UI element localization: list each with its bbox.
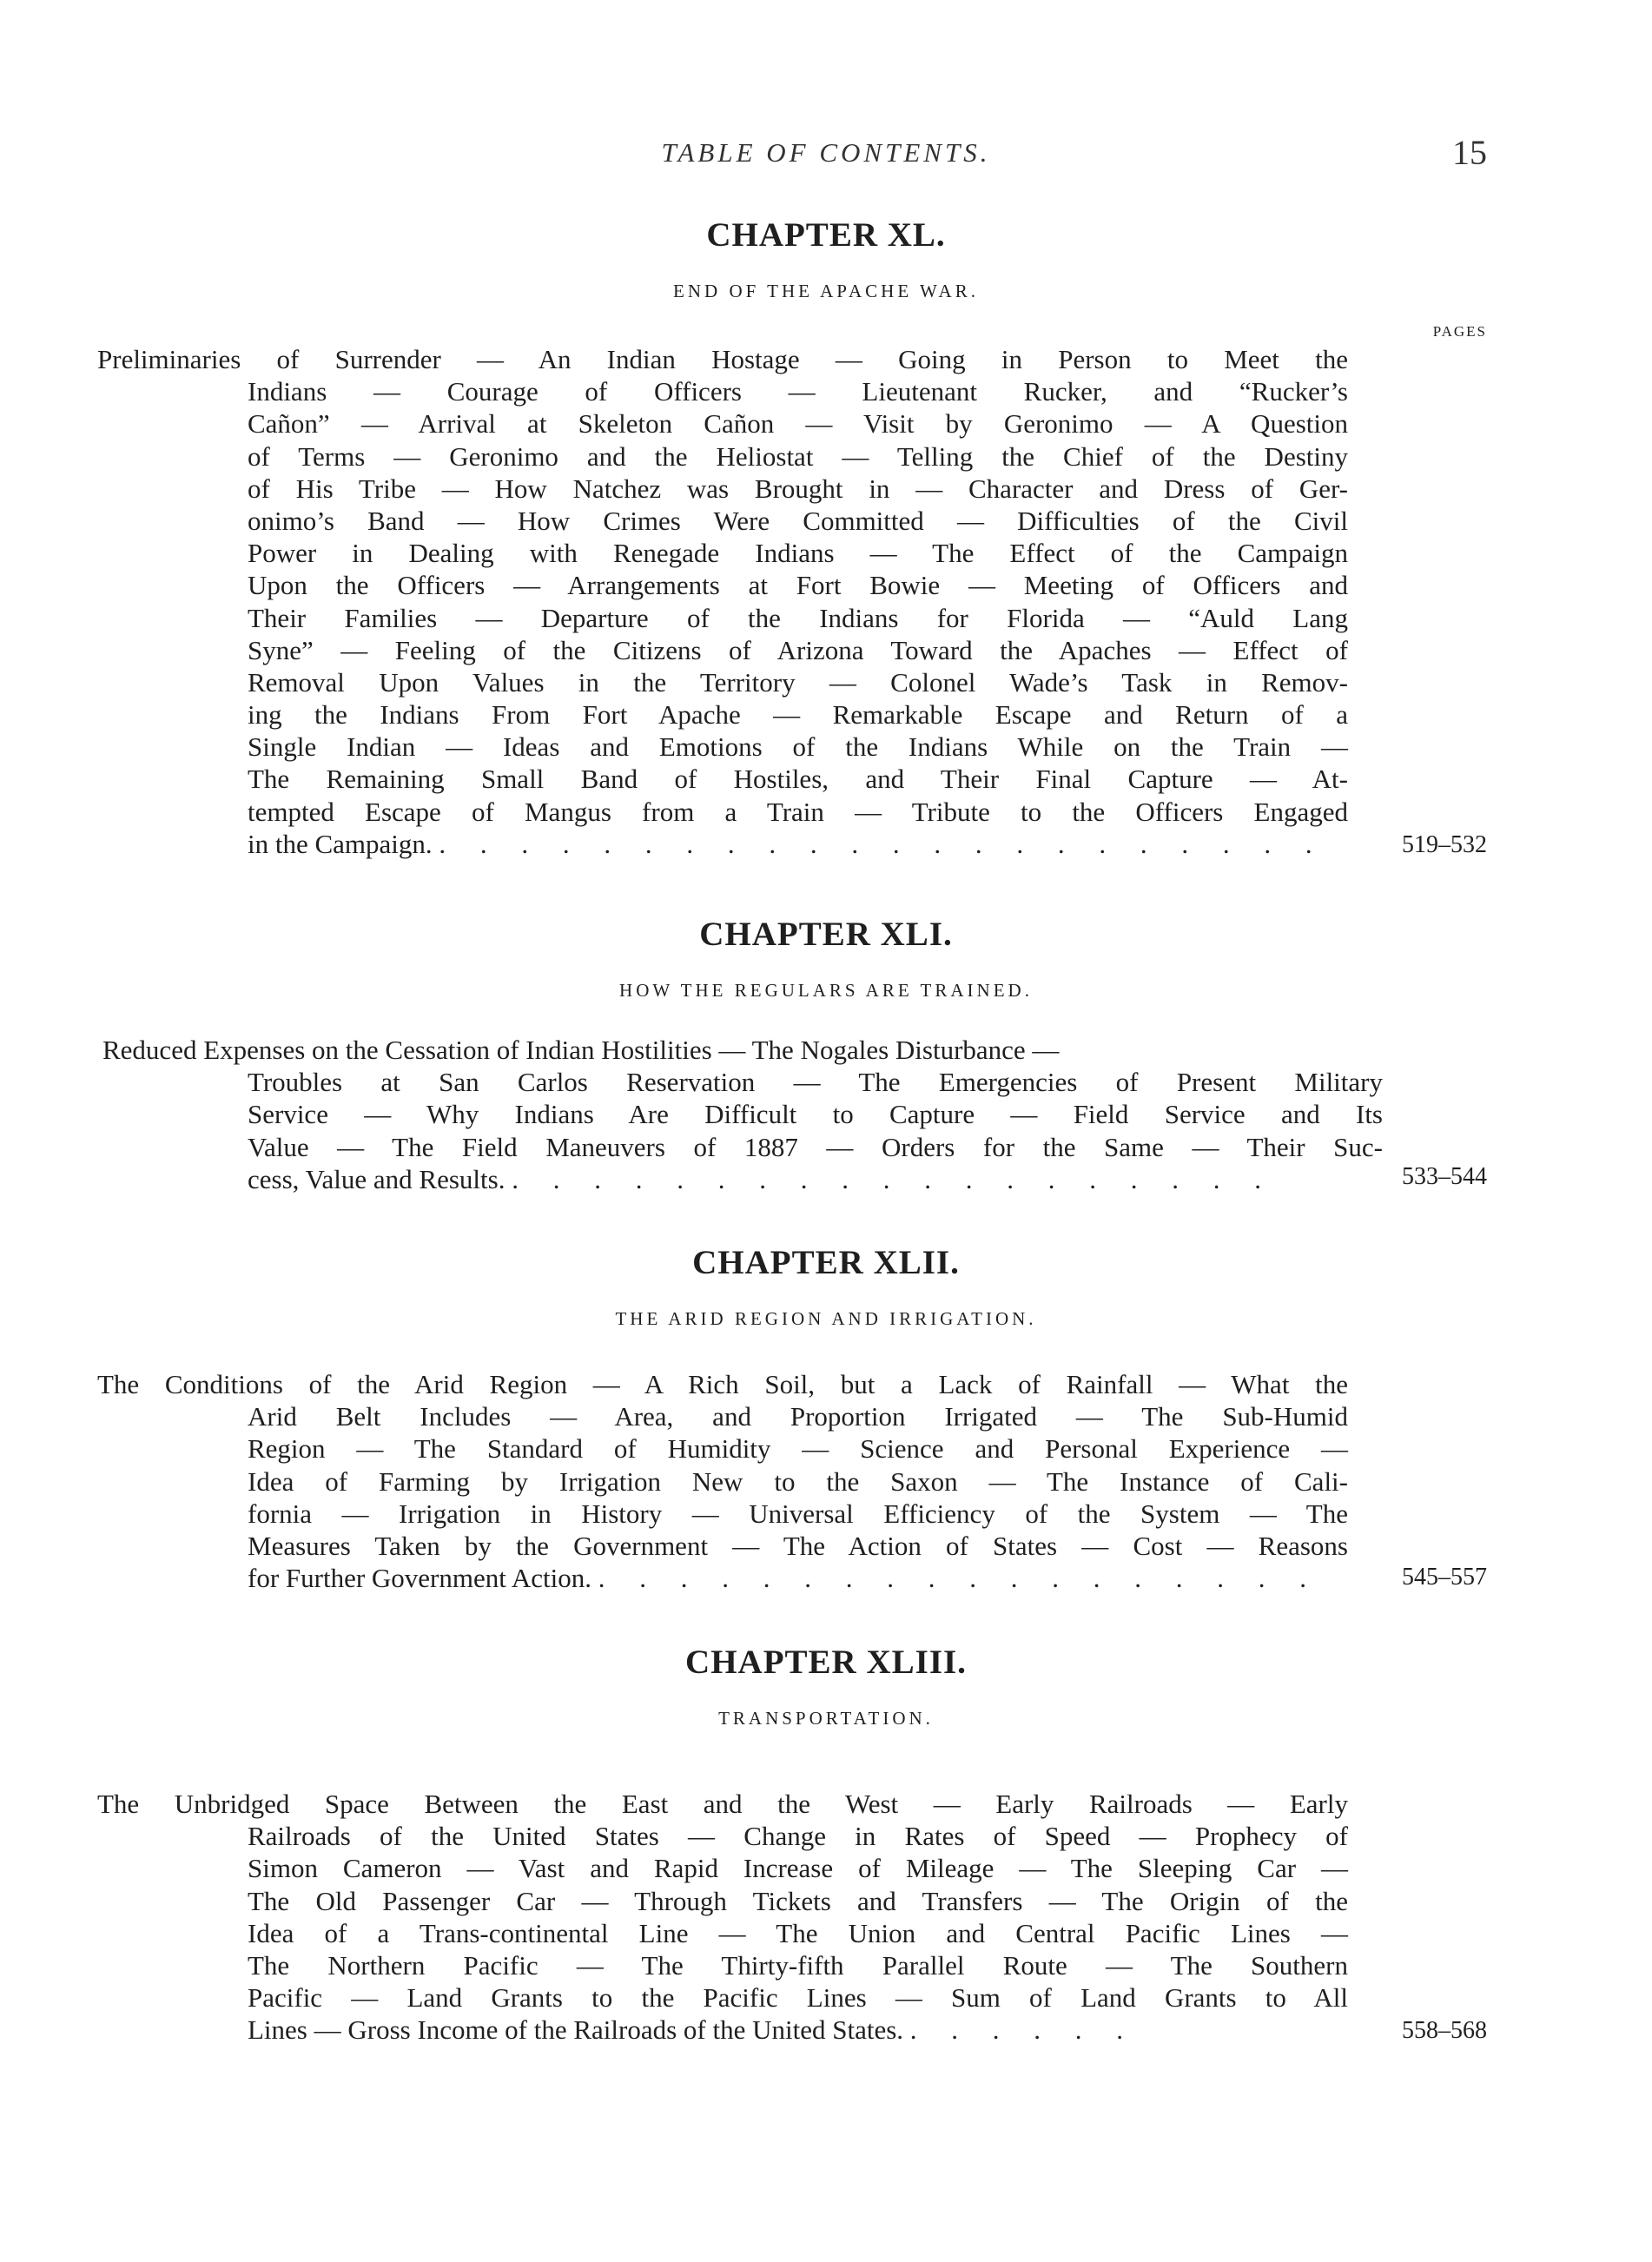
dot-leader: . . . . . . . . . . . . . . . . . . . . . .: [439, 828, 1326, 859]
summary-line: Simon Cameron — Vast and Rapid Increase of Mileage — The Sleeping Car —: [248, 1853, 1348, 1884]
summary-line: Power in Dealing with Renegade Indians — The Effect of the Campaign: [248, 538, 1348, 569]
page-range: 533–544: [1402, 1163, 1487, 1190]
summary-line: The Remaining Small Band of Hostiles, and Their Final Capture — At-: [248, 764, 1348, 795]
summary-line: The Northern Pacific — The Thirty-fifth Parallel Route — The Southern: [248, 1949, 1348, 1981]
chapter-xlii: [0, 1240, 1652, 1334]
summary-line: Removal Upon Values in the Territory — Colonel Wade’s Task in Remov-: [248, 666, 1348, 698]
summary-line-last: [248, 1163, 1383, 1195]
pages-column-label: PAGES: [1432, 323, 1487, 340]
chapter-subtitle: HOW THE REGULARS ARE TRAINED.: [619, 980, 1033, 1001]
summary-line: Value — The Field Maneuvers of 1887 — Orders for the Same — Their Suc-: [248, 1131, 1383, 1162]
summary-line: Indians — Courage of Officers — Lieutenant Rucker, and “Rucker’s: [248, 376, 1348, 407]
summary-line: of His Tribe — How Natchez was Brought in — Character and Dress of Ger-: [248, 473, 1348, 504]
summary-line-text: for Further Government Action.: [248, 1563, 592, 1594]
page-range: 558–568: [1402, 2017, 1487, 2044]
chapter-summary: [97, 1368, 1348, 1594]
chapter-summary: [97, 343, 1348, 860]
chapter-summary: [97, 1788, 1348, 2047]
summary-line: ing the Indians From Fort Apache — Remarkable Escape and Return of a: [248, 699, 1348, 731]
summary-line: Reduced Expenses on the Cessation of Indian Hostilities — The Nogales Disturbance —: [102, 1035, 1060, 1065]
summary-line: onimo’s Band — How Crimes Were Committed — Difficulties of the Civil: [248, 505, 1348, 536]
dot-leader: . . . . . . . . . . . . . . . . . .: [598, 1563, 1321, 1594]
summary-line: fornia — Irrigation in History — Universal Efficiency of the System — The: [248, 1498, 1348, 1529]
summary-line-last: [248, 2014, 1348, 2046]
summary-line: Troubles at San Carlos Reservation — The Emergencies of Present Military: [248, 1067, 1383, 1098]
summary-line: The Old Passenger Car — Through Tickets and Transfers — The Origin of the: [248, 1885, 1348, 1916]
page-range: 519–532: [1402, 831, 1487, 858]
summary-line: Railroads of the United States — Change in Rates of Speed — Prophecy of: [248, 1821, 1348, 1852]
summary-line: Service — Why Indians Are Difficult to Capture — Field Service and Its: [248, 1099, 1383, 1130]
summary-line: Measures Taken by the Government — The Action of States — Cost — Reasons: [248, 1530, 1348, 1561]
summary-line: The Unbridged Space Between the East and the West — Early Railroads — Early: [97, 1789, 1348, 1819]
dot-leader: . . . . . .: [909, 2014, 1138, 2046]
summary-line: Syne” — Feeling of the Citizens of Arizona Toward the Apaches — Effect of: [248, 634, 1348, 665]
dot-leader: . . . . . . . . . . . . . . . . . . .: [512, 1163, 1275, 1194]
chapter-subtitle: TRANSPORTATION.: [718, 1708, 934, 1729]
chapter-xliii: [0, 1640, 1652, 1734]
chapter-xli: [0, 912, 1652, 1006]
summary-line-text: cess, Value and Results.: [248, 1163, 506, 1194]
chapter-summary: [97, 1034, 1383, 1195]
chapter-heading: CHAPTER XLIII.: [685, 1644, 967, 1681]
chapter-heading: CHAPTER XLI.: [699, 916, 953, 953]
chapter-subtitle: THE ARID REGION AND IRRIGATION.: [615, 1308, 1037, 1329]
summary-line-text: Lines — Gross Income of the Railroads of the United States.: [248, 2014, 904, 2046]
summary-line: Idea of Farming by Irrigation New to the Saxon — The Instance of Cali-: [248, 1465, 1348, 1497]
summary-line: Preliminaries of Surrender — An Indian Hostage — Going in Person to Meet the: [97, 344, 1348, 374]
summary-line: of Terms — Geronimo and the Heliostat — Telling the Chief of the Destiny: [248, 440, 1348, 472]
chapter-subtitle: END OF THE APACHE WAR.: [673, 281, 979, 301]
summary-line-last: [248, 1562, 1348, 1594]
summary-line: Arid Belt Includes — Area, and Proportion Irrigated — The Sub-Humid: [248, 1401, 1348, 1432]
running-head: [0, 132, 1652, 175]
chapter-heading: CHAPTER XLII.: [692, 1244, 960, 1281]
summary-line: Idea of a Trans-continental Line — The Union and Central Pacific Lines —: [248, 1917, 1348, 1948]
chapter-xl: [0, 213, 1652, 307]
page-number: 15: [1452, 133, 1487, 172]
summary-line: tempted Escape of Mangus from a Train — Tribute to the Officers Engaged: [248, 796, 1348, 827]
summary-line: Region — The Standard of Humidity — Science and Personal Experience —: [248, 1433, 1348, 1465]
chapter-heading: CHAPTER XL.: [706, 216, 946, 254]
summary-line: Upon the Officers — Arrangements at Fort Bowie — Meeting of Officers and: [248, 570, 1348, 601]
summary-line: Their Families — Departure of the Indians for Florida — “Auld Lang: [248, 602, 1348, 633]
summary-line-last: [248, 828, 1348, 860]
running-title: TABLE OF CONTENTS.: [661, 137, 991, 168]
summary-line: Single Indian — Ideas and Emotions of the Indians While on the Train —: [248, 731, 1348, 763]
summary-line: Cañon” — Arrival at Skeleton Cañon — Visit by Geronimo — A Question: [248, 408, 1348, 440]
summary-line: The Conditions of the Arid Region — A Rich Soil, but a Lack of Rainfall — What the: [97, 1369, 1348, 1399]
summary-line: Pacific — Land Grants to the Pacific Lines — Sum of Land Grants to All: [248, 1982, 1348, 2014]
summary-line-text: in the Campaign.: [248, 828, 433, 859]
page-range: 545–557: [1402, 1564, 1487, 1591]
